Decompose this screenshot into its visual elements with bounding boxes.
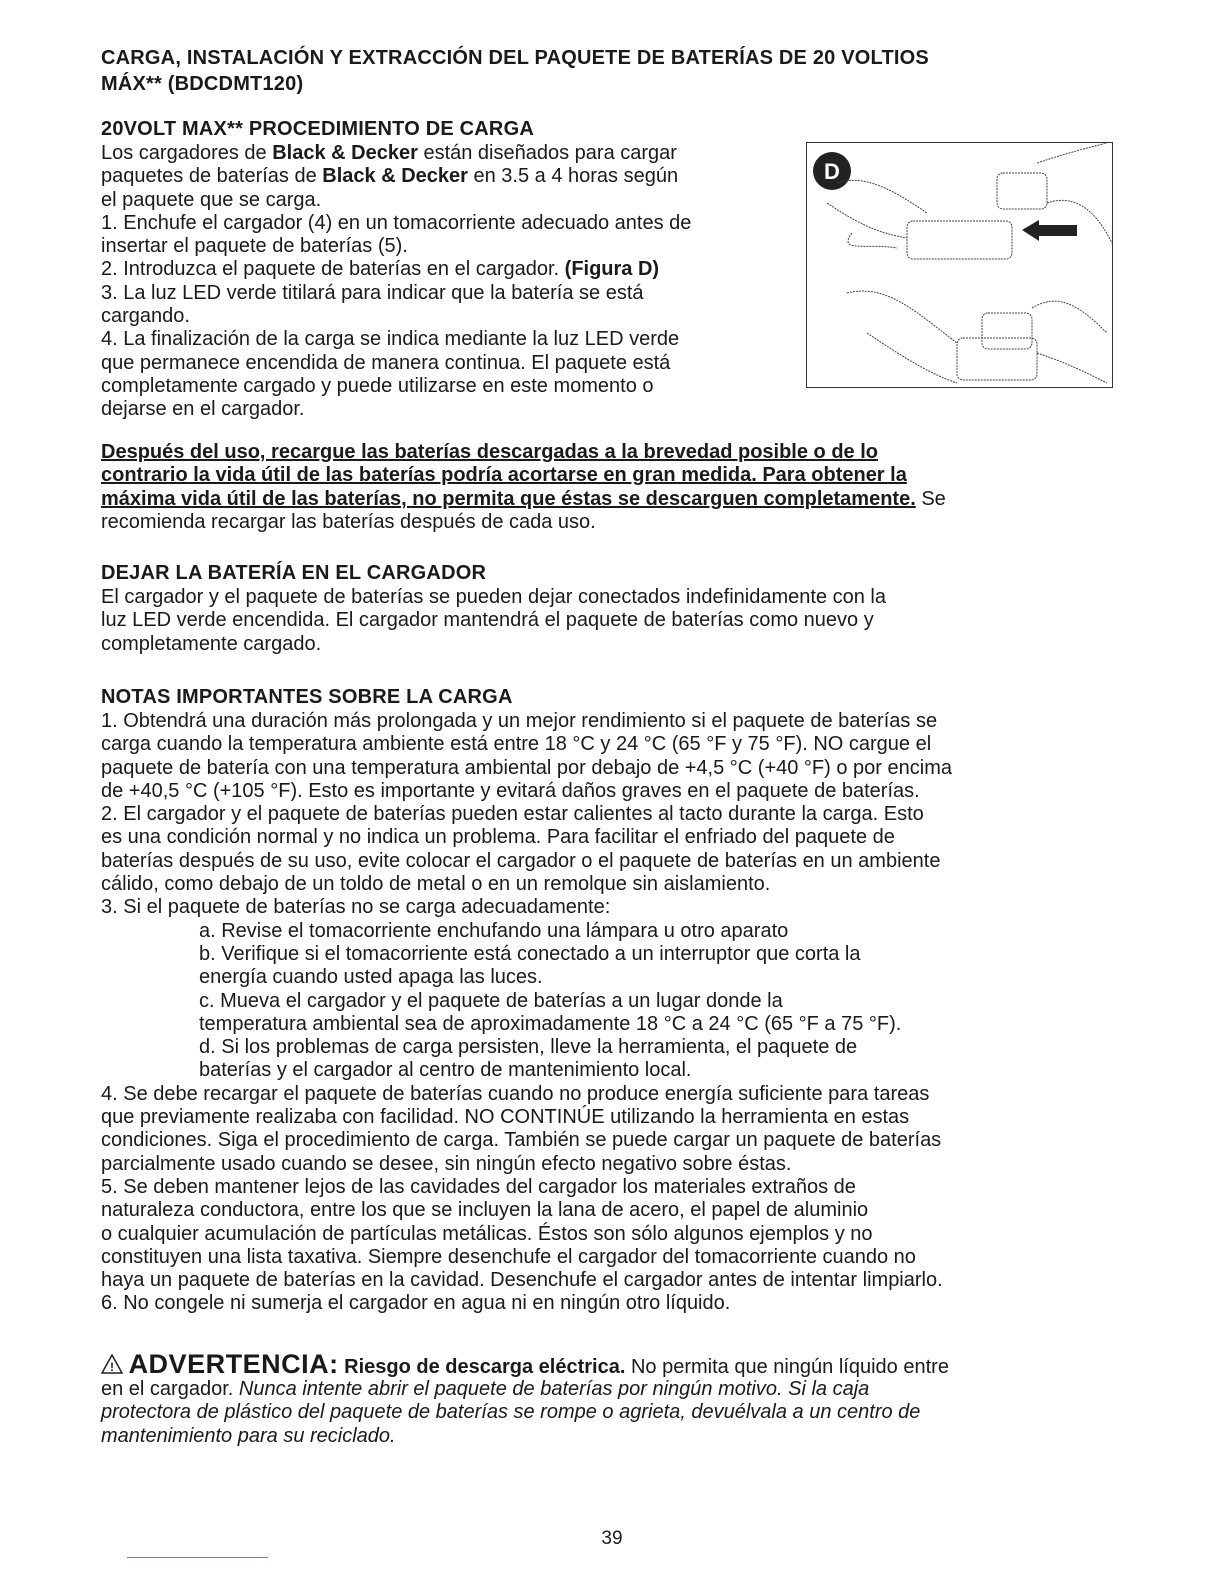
- hand-bottom-left: [847, 291, 957, 383]
- text-line: [101, 1059, 952, 1082]
- charger-bottom: [982, 313, 1032, 349]
- text-segment: b. Verifique si el tomacorriente está conectado a un interruptor que corta la: [199, 942, 861, 965]
- text-line: [101, 633, 886, 656]
- text-segment: carga cuando la temperatura ambiente está entre 18 °C y 24 °C (65 °F y 75 °F). NO cargue el: [101, 733, 932, 756]
- text-line: [101, 1378, 949, 1401]
- text-segment: completamente cargado.: [101, 632, 322, 655]
- text-segment: de +40,5 °C (+105 °F). Esto es importante y evitará daños graves en el paquete de baterías.: [101, 779, 920, 802]
- text-line: [101, 328, 691, 351]
- battery-charger-illustration: [807, 143, 1112, 387]
- svg-text:!: !: [110, 1360, 114, 1374]
- footer-rule: [127, 1557, 268, 1558]
- text-line: [101, 1425, 949, 1448]
- figure-label: D: [824, 159, 840, 184]
- bold-text: Black & Decker: [322, 165, 468, 188]
- text-line: [101, 398, 691, 421]
- text-line: [101, 464, 946, 487]
- text-line: [101, 1013, 952, 1036]
- text-segment: paquetes de baterías de: [101, 165, 323, 188]
- text-segment: en el cargador.: [101, 1378, 239, 1400]
- text-segment: es una condición normal y no indica un problema. Para facilitar el enfriado del paquete de: [101, 826, 895, 849]
- text-segment: insertar el paquete de baterías (5).: [101, 235, 408, 258]
- text-line: [101, 1129, 952, 1152]
- text-segment: que permanece encendida de manera continua. El paquete está: [101, 351, 671, 374]
- text-line: [101, 920, 952, 943]
- section-body: [101, 586, 886, 656]
- text-segment: 3. Si el paquete de baterías no se carga adecuadamente:: [101, 896, 611, 919]
- text-segment: Se: [915, 487, 946, 510]
- document-title: [101, 45, 929, 97]
- text-line: [101, 1083, 952, 1106]
- text-line: [101, 258, 691, 281]
- section-body: [101, 710, 952, 1316]
- text-segment: 3. La luz LED verde titilará para indicar que la batería se está: [101, 281, 644, 304]
- text-line: [101, 1292, 952, 1315]
- text-segment: El cargador y el paquete de baterías se pueden dejar conectados indefinidamente con la: [101, 586, 886, 608]
- section-body: [101, 142, 691, 422]
- section-heading: NOTAS IMPORTANTES SOBRE LA CARGA: [101, 686, 513, 708]
- text-line: [101, 1246, 952, 1269]
- text-segment: 6. No congele ni sumerja el cargador en agua ni en ningún otro líquido.: [101, 1292, 731, 1315]
- text-line: [101, 441, 946, 464]
- text-segment: cálido, como debajo de un toldo de metal o en un remolque sin aislamiento.: [101, 873, 771, 896]
- text-segment: energía cuando usted apaga las luces.: [199, 966, 543, 989]
- text-line: [101, 165, 691, 188]
- section-leave: [101, 560, 886, 656]
- text-line: [101, 212, 691, 235]
- text-segment: paquete de batería con una temperatura ambiental por debajo de +4,5 °C (+40 °F) o por encima: [101, 756, 952, 779]
- text-segment: en 3.5 a 4 horas según: [467, 165, 679, 188]
- figure-d-illustration: [806, 142, 1113, 388]
- emphasized-text: contrario la vida útil de las baterías podría acortarse en gran medida. Para obtener la: [101, 464, 907, 487]
- text-segment: a. Revise el tomacorriente enchufando una lámpara u otro aparato: [199, 919, 789, 942]
- section-charging: [101, 116, 691, 422]
- text-line: [101, 896, 952, 919]
- text-segment: baterías y el cargador al centro de mantenimiento local.: [199, 1059, 692, 1082]
- recharge-note: [101, 441, 946, 534]
- text-segment: parcialmente usado cuando se desee, sin ningún efecto negativo sobre éstas.: [101, 1152, 792, 1175]
- text-line: [101, 142, 691, 165]
- text-line: [101, 189, 691, 212]
- text-segment: que previamente realizaba con facilidad. NO CONTINÚE utilizando la herramienta en estas: [101, 1106, 910, 1129]
- text-line: [101, 609, 886, 632]
- text-line: [101, 757, 952, 780]
- section-heading: 20VOLT MAX** PROCEDIMIENTO DE CARGA: [101, 118, 534, 140]
- bold-text: Black & Decker: [272, 142, 418, 164]
- text-segment: luz LED verde encendida. El cargador mantendrá el paquete de baterías como nuevo y: [101, 609, 874, 632]
- text-line: [101, 1269, 952, 1292]
- text-segment: constituyen una lista taxativa. Siempre desenchufe el cargador del tomacorriente cuando no: [101, 1245, 916, 1268]
- text-line: [101, 282, 691, 305]
- text-segment: temperatura ambiental sea de aproximadamente 18 °C a 24 °C (65 °F a 75 °F).: [199, 1012, 902, 1035]
- text-segment: 4. La finalización de la carga se indica mediante la luz LED verde: [101, 328, 680, 351]
- text-segment: 5. Se deben mantener lejos de las cavidades del cargador los materiales extraños de: [101, 1175, 856, 1198]
- section-heading: DEJAR LA BATERÍA EN EL CARGADOR: [101, 562, 487, 584]
- section-notes: [101, 684, 952, 1316]
- text-line: [101, 305, 691, 328]
- text-line: [101, 375, 691, 398]
- italic-text: protectora de plástico del paquete de baterías se rompe o agrieta, devuélvala a un centro de: [101, 1401, 921, 1424]
- text-line: [101, 850, 952, 873]
- insert-arrow-icon: [1022, 220, 1077, 241]
- emphasized-text: máxima vida útil de las baterías, no permita que éstas se descarguen completamente.: [101, 487, 916, 510]
- text-segment: haya un paquete de baterías en la cavidad. Desenchufe el cargador antes de intentar limpiarlo.: [101, 1269, 943, 1292]
- text-segment: Los cargadores de: [101, 142, 273, 164]
- battery-pack-bottom: [957, 338, 1037, 380]
- charger-top: [997, 173, 1047, 209]
- text-line: [101, 1106, 952, 1129]
- text-segment: recomienda recargar las baterías después de cada uso.: [101, 510, 596, 533]
- page-number: 39: [601, 1528, 623, 1549]
- title-line: CARGA, INSTALACIÓN Y EXTRACCIÓN DEL PAQUETE DE BATERÍAS DE 20 VOLTIOS: [101, 47, 929, 69]
- text-line: [101, 803, 952, 826]
- text-segment: c. Mueva el cargador y el paquete de baterías a un lugar donde la: [199, 989, 783, 1012]
- text-line: [101, 780, 952, 803]
- text-line: [101, 586, 886, 609]
- battery-pack-top: [907, 221, 1012, 259]
- italic-text: Nunca intente abrir el paquete de baterías por ningún motivo. Si la caja: [238, 1378, 870, 1400]
- text-line: [101, 352, 691, 375]
- warning-text: No permita que ningún líquido entre: [625, 1356, 949, 1378]
- text-line: [101, 826, 952, 849]
- text-line: [101, 990, 952, 1013]
- text-segment: el paquete que se carga.: [101, 188, 322, 211]
- text-line: [101, 966, 952, 989]
- emphasized-text: Después del uso, recargue las baterías descargadas a la brevedad posible o de lo: [101, 441, 878, 463]
- text-segment: 4. Se debe recargar el paquete de baterías cuando no produce energía suficiente para tareas: [101, 1082, 930, 1105]
- text-segment: naturaleza conductora, entre los que se incluyen la lana de acero, el papel de aluminio: [101, 1199, 869, 1222]
- text-line: [101, 1036, 952, 1059]
- warning-risk: Riesgo de descarga eléctrica.: [344, 1356, 626, 1378]
- warning-block: [101, 1350, 949, 1448]
- text-segment: 1. Enchufe el cargador (4) en un tomacorriente adecuado antes de: [101, 211, 692, 234]
- text-segment: dejarse en el cargador.: [101, 398, 305, 421]
- text-line: [101, 1199, 952, 1222]
- text-line: [101, 1153, 952, 1176]
- text-segment: están diseñados para cargar: [417, 142, 677, 164]
- text-line: [101, 1176, 952, 1199]
- text-segment: o cualquier acumulación de partículas metálicas. Éstos son sólo algunos ejemplos y no: [101, 1222, 873, 1245]
- warning-triangle-icon: [101, 1354, 123, 1374]
- hand-top-left: [827, 180, 927, 248]
- text-segment: cargando.: [101, 305, 190, 328]
- text-line: [101, 1401, 949, 1424]
- text-segment: 1. Obtendrá una duración más prolongada y un mejor rendimiento si el paquete de baterías se: [101, 710, 938, 732]
- text-line: [101, 943, 952, 966]
- text-segment: 2. Introduzca el paquete de baterías en el cargador.: [101, 258, 565, 281]
- warning-body: [101, 1378, 949, 1448]
- bold-text: (Figura D): [564, 258, 660, 281]
- text-line: [101, 710, 952, 733]
- text-segment: d. Si los problemas de carga persisten, lleve la herramienta, el paquete de: [199, 1036, 858, 1059]
- text-line: [101, 1223, 952, 1246]
- text-segment: baterías después de su uso, evite colocar el cargador o el paquete de baterías en un ambiente: [101, 849, 941, 872]
- hand-bottom-right: [1032, 301, 1107, 383]
- text-line: [101, 235, 691, 258]
- italic-text: mantenimiento para su reciclado.: [101, 1424, 396, 1447]
- text-segment: condiciones. Siga el procedimiento de carga. También se puede cargar un paquete de baterías: [101, 1129, 942, 1152]
- text-segment: 2. El cargador y el paquete de baterías pueden estar calientes al tacto durante la carga. Esto: [101, 803, 924, 826]
- text-line: [101, 873, 952, 896]
- text-line: [101, 488, 946, 511]
- warning-label: ADVERTENCIA:: [128, 1349, 339, 1379]
- text-line: [101, 733, 952, 756]
- title-line: MÁX** (BDCDMT120): [101, 73, 304, 95]
- text-segment: completamente cargado y puede utilizarse en este momento o: [101, 374, 654, 397]
- text-line: [101, 511, 946, 534]
